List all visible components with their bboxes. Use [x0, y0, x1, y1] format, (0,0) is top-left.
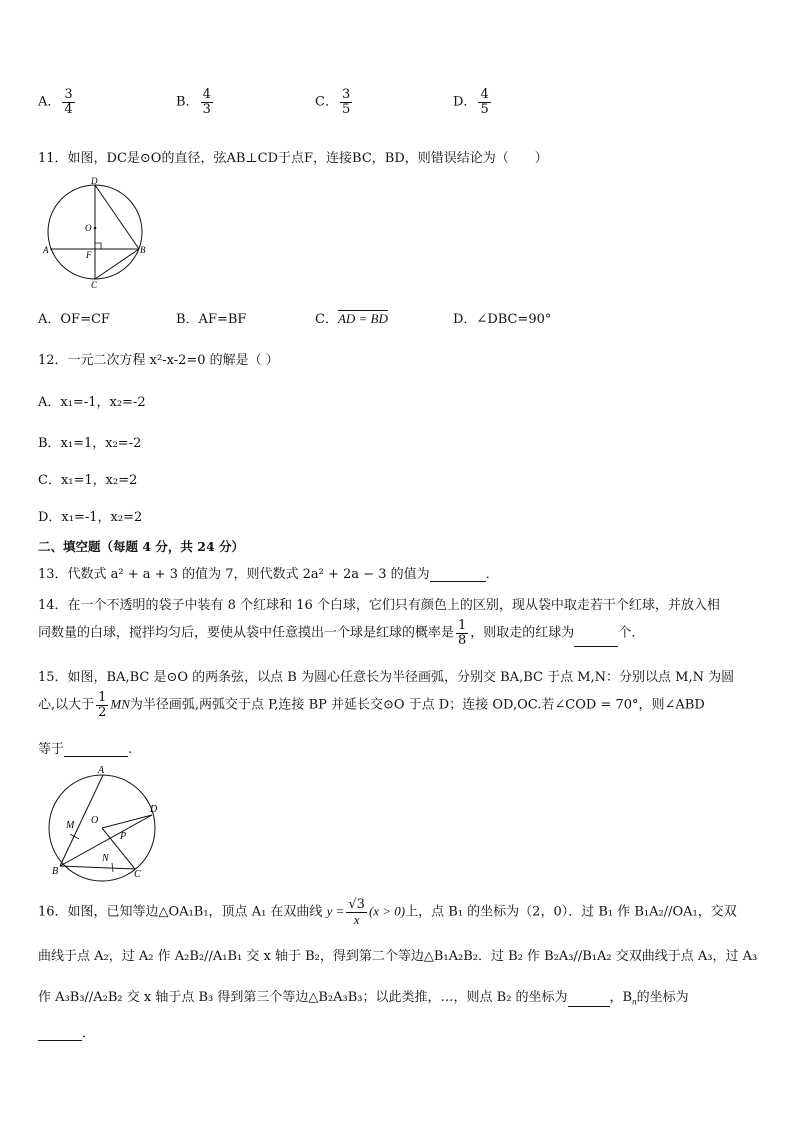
option-letter: D． — [453, 94, 477, 110]
half-fraction: $\frac{1}{2}$ — [98, 690, 107, 720]
hyperbola-y: y = — [326, 903, 345, 919]
q11-options — [38, 308, 738, 328]
q14-line2: 同数量的白球，搅拌均匀后，要使从袋中任意摸出一个球是红球的概率是 $\frac{1}{8}$ ，则取走的红球为 个． — [38, 618, 645, 648]
section-title: 二、填空题（每题 4 分，共 24 分） — [38, 539, 245, 554]
option-letter: C． — [315, 312, 338, 327]
answer-blank-bn — [38, 1025, 82, 1041]
q11-option-a: A．OF=CF — [38, 312, 110, 327]
q11-option-b: B．AF=BF — [176, 312, 247, 327]
label-o: O — [85, 223, 92, 233]
center-dot — [94, 227, 97, 230]
label-c: C — [91, 280, 98, 288]
chord-bc — [60, 866, 135, 869]
arc-mark-n — [112, 863, 113, 872]
q11-figure — [40, 176, 155, 288]
label-n: N — [102, 853, 109, 864]
label-b: B — [52, 866, 59, 877]
answer-blank — [64, 741, 128, 757]
q12-option-d: D．x₁=-1，x₂=2 — [38, 510, 143, 525]
q16-line3: 作 A₃B₃//A₂B₂ 交 x 轴于点 B₃ 得到第三个等边△B₂A₃B₃；以此类推，…，则点 B₂ 的坐标为 ，$B_n$的坐标为 — [38, 990, 689, 1007]
q10-options — [38, 88, 738, 128]
label-b: B — [140, 245, 146, 255]
label-f: F — [86, 250, 92, 260]
segment-od — [102, 815, 152, 828]
q15-line1: 15．如图，BA,BC 是⊙O 的两条弦，以点 B 为圆心任意长为半径画弧，分别交 BA,BC 于点 M,N：分别以点 M,N 为圆 — [38, 670, 735, 685]
option-letter: B． — [176, 94, 199, 110]
fraction: $\frac{3}{4}$ — [64, 87, 73, 117]
q13: 13．代数式 a² + a + 3 的值为 7，则代数式 2a² + 2a − 3 的值为 ． — [38, 567, 499, 582]
hyperbola-fraction: $\frac{√3}{x}$ — [348, 897, 365, 927]
label-d: D — [150, 804, 158, 815]
q10-option-d — [453, 88, 493, 116]
q14-line1: 14．在一个不透明的袋子中装有 8 个红球和 16 个白球，它们只有颜色上的区别，现从袋中取走若干个红球，并放入相 — [38, 598, 720, 613]
q11-option-c — [315, 308, 388, 327]
q12-option-c: C．x₁=1，x₂=2 — [38, 473, 138, 488]
option-letter: A． — [38, 94, 61, 110]
q12-option-a: A．x₁=-1，x₂=-2 — [38, 395, 146, 410]
q10-option-b — [176, 88, 215, 116]
segment-bd — [95, 185, 139, 249]
q11-option-d: D．∠DBC=90° — [453, 312, 552, 327]
label-p: P — [120, 831, 127, 842]
q16-line2: 曲线于点 A₂，过 A₂ 作 A₂B₂//A₁B₁ 交 x 轴于 B₂，得到第二个等边△B₁A₂B₂．过 B₂ 作 B₂A₃//B₁A₂ 交双曲线于点 A₃，过 A₃ — [38, 949, 758, 964]
fraction: $\frac{4}{5}$ — [480, 87, 489, 117]
label-c: C — [134, 869, 141, 880]
fraction: $\frac{3}{5}$ — [341, 87, 351, 117]
q11-text: 11．如图，DC是⊙O的直径，弦AB⊥CD于点F，连接BC，BD，则错误结论为（ ） — [38, 151, 548, 166]
q16-line1: 16．如图，已知等边△OA₁B₁，顶点 A₁ 在双曲线 y = $\frac{√3}{x}$ (x > 0)上，点 B₁ 的坐标为（2，0）．过 B₁ 作 B₁A₂//OA₁，交双 — [38, 897, 737, 927]
q12-text: 12．一元二次方程 x²-x-2=0 的解是（ ） — [38, 353, 279, 368]
q10-option-c — [315, 88, 354, 116]
right-angle-mark — [95, 243, 101, 249]
arc-equality: AD = BD — [337, 311, 388, 326]
q15-figure — [40, 764, 165, 882]
label-d: D — [91, 176, 98, 186]
q16-line4: ． — [38, 1022, 95, 1041]
option-letter: C． — [315, 94, 338, 110]
label-a: A — [43, 245, 49, 255]
q15-line3: 等于 . — [38, 742, 133, 757]
q15-line2: 心,以大于 $\frac{1}{2}$ MN为半径画弧,两弧交于点 P,连接 BP 并延长交⊙O 于点 D；连接 OD,OC.若∠COD = 70°，则∠ABD — [38, 690, 705, 720]
q10-option-a — [38, 88, 77, 116]
segment-bc — [95, 249, 139, 279]
fraction: $\frac{4}{3}$ — [202, 87, 211, 117]
probability-fraction: $\frac{1}{8}$ — [458, 618, 467, 648]
answer-blank — [574, 631, 618, 647]
answer-blank-b2 — [568, 991, 610, 1007]
label-m: M — [66, 820, 75, 831]
answer-blank — [430, 566, 486, 582]
q12-option-b: B．x₁=1，x₂=-2 — [38, 436, 142, 451]
label-o: O — [91, 815, 99, 826]
label-a: A — [98, 765, 105, 776]
q13-text: 13．代数式 a² + a + 3 的值为 7，则代数式 2a² + 2a − 3 的值为 — [38, 567, 430, 582]
